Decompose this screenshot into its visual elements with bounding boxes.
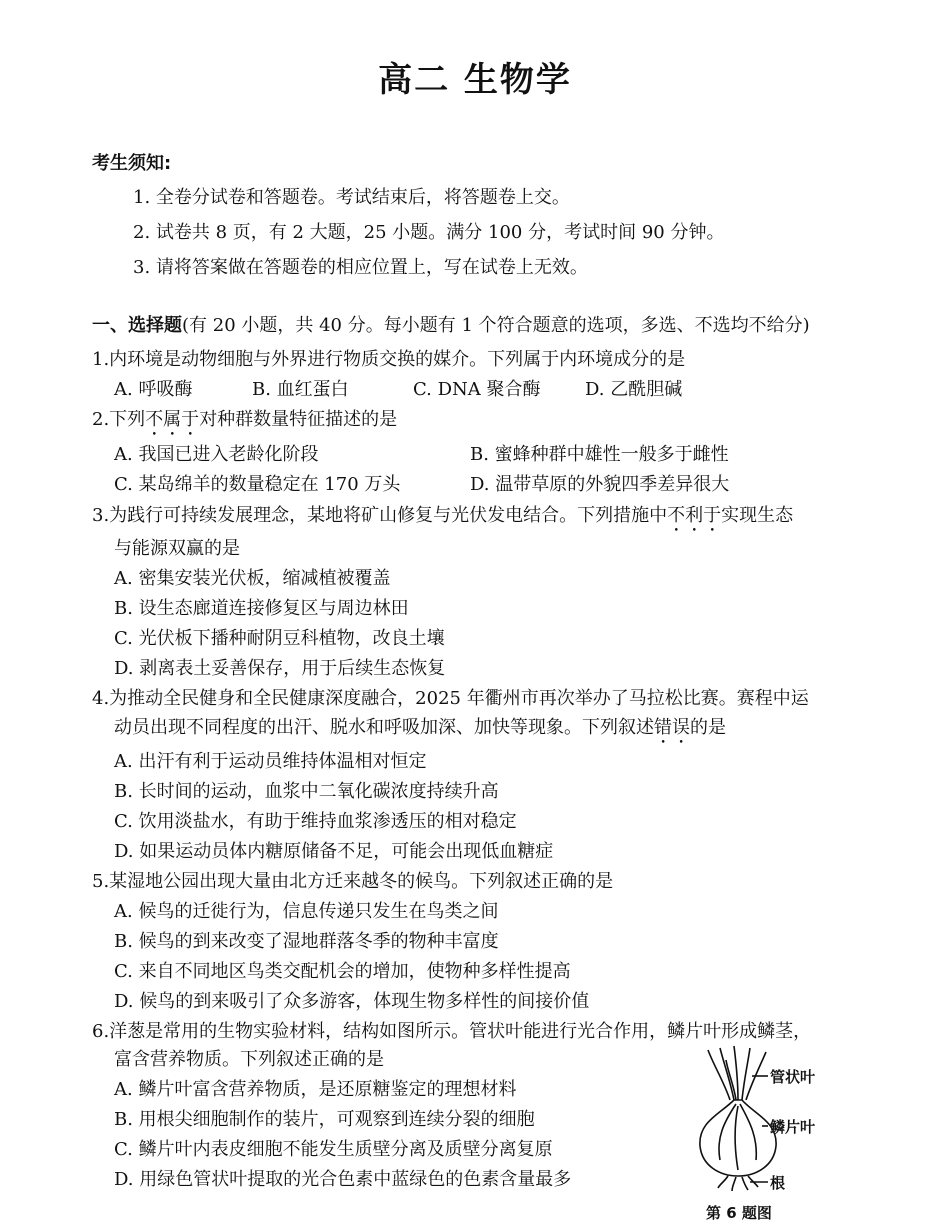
notice-item-3: 3. 请将答案做在答题卷的相应位置上，写在试卷上无效。 xyxy=(133,257,588,278)
page-title: 高二 生物学 xyxy=(378,60,572,100)
q3-stem-line2: 与能源双赢的是 xyxy=(114,538,240,559)
notice-item-1: 1. 全卷分试卷和答题卷。考试结束后，将答题卷上交。 xyxy=(133,187,570,208)
q2-stem-post: 对种群数量特征描述的是 xyxy=(199,409,398,430)
q4-stem-line1: 4.为推动全民健身和全民健康深度融合，2025 年衢州市再次举办了马拉松比赛。赛程中运 xyxy=(92,688,809,709)
q6-option-c: C. 鳞片叶内表皮细胞不能发生质壁分离及质壁分离复原 xyxy=(114,1139,553,1160)
q4-stem-pre: 动员出现不同程度的出汗、脱水和呼吸加深、加快等现象。下列叙述 xyxy=(114,717,654,738)
root-1 xyxy=(718,1176,728,1188)
figure-label-root: 根 xyxy=(770,1174,786,1192)
figure-label-tube-leaf: 管状叶 xyxy=(770,1068,816,1086)
q1-option-a: A. 呼吸酶 xyxy=(114,379,193,400)
figure-label-scale-leaf: 鳞片叶 xyxy=(770,1118,816,1136)
q3-option-c: C. 光伏板下播种耐阴豆科植物，改良土壤 xyxy=(114,628,445,649)
q1-option-c: C. DNA 聚合酶 xyxy=(413,379,541,400)
figure-caption: 第 6 题图 xyxy=(706,1204,772,1222)
q3-option-d: D. 剥离表土妥善保存，用于后续生态恢复 xyxy=(114,658,446,679)
q4-option-d: D. 如果运动员体内糖原储备不足，可能会出现低血糖症 xyxy=(114,841,554,862)
q2-stem-pre: 2.下列 xyxy=(92,409,146,430)
root-3 xyxy=(742,1177,748,1190)
bulb-scale-line-2 xyxy=(740,1104,756,1160)
q5-option-c: C. 来自不同地区鸟类交配机会的增加，使物种多样性提高 xyxy=(114,961,571,982)
q6-option-a: A. 鳞片叶富含营养物质，是还原糖鉴定的理想材料 xyxy=(114,1079,517,1100)
q4-stem-emphasis: 错误 xyxy=(654,717,690,738)
q3-option-a: A. 密集安装光伏板，缩减植被覆盖 xyxy=(114,568,391,589)
root-2 xyxy=(732,1177,736,1191)
q2-stem-emphasis: 不属于 xyxy=(145,409,200,430)
q4-option-b: B. 长时间的运动，血浆中二氧化碳浓度持续升高 xyxy=(114,781,499,802)
q1-option-d: D. 乙酰胆碱 xyxy=(585,379,683,400)
q5-option-a: A. 候鸟的迁徙行为，信息传递只发生在鸟类之间 xyxy=(114,901,499,922)
q6-stem-line2: 富含营养物质。下列叙述正确的是 xyxy=(114,1049,384,1070)
tube-leaf-1 xyxy=(708,1050,730,1100)
section-desc: (有 20 小题，共 40 分。每小题有 1 个符合题意的选项，多选、不选均不给分) xyxy=(182,315,810,336)
q3-stem-post: 实现生态 xyxy=(721,505,794,526)
q3-stem-pre: 3.为践行可持续发展理念，某地将矿山修复与光伏发电结合。下列措施中 xyxy=(92,505,668,526)
bulb-outline xyxy=(700,1100,776,1176)
q6-option-b: B. 用根尖细胞制作的装片，可观察到连续分裂的细胞 xyxy=(114,1109,535,1130)
notice-item-2: 2. 试卷共 8 页，有 2 大题，25 小题。满分 100 分，考试时间 90 分钟。 xyxy=(133,222,725,243)
q4-option-a: A. 出汗有利于运动员维持体温相对恒定 xyxy=(114,751,427,772)
q6-figure xyxy=(690,1042,860,1202)
q4-stem-post: 的是 xyxy=(690,717,726,738)
q3-stem-emphasis: 不利于 xyxy=(667,505,722,526)
q2-option-c: C. 某岛绵羊的数量稳定在 170 万头 xyxy=(114,474,401,495)
q3-option-b: B. 设生态廊道连接修复区与周边林田 xyxy=(114,598,409,619)
q2-stem xyxy=(92,408,397,440)
section-label: 一、选择题 xyxy=(92,315,182,336)
q1-option-b: B. 血红蛋白 xyxy=(252,379,349,400)
section-header xyxy=(92,314,810,338)
q5-option-b: B. 候鸟的到来改变了湿地群落冬季的物种丰富度 xyxy=(114,931,499,952)
q3-stem-line1 xyxy=(92,504,793,536)
q5-stem: 5.某湿地公园出现大量由北方迁来越冬的候鸟。下列叙述正确的是 xyxy=(92,871,614,892)
q2-option-a: A. 我国已进入老龄化阶段 xyxy=(114,444,319,465)
bulb-scale-line-3 xyxy=(735,1106,738,1170)
q1-stem: 1.内环境是动物细胞与外界进行物质交换的媒介。下列属于内环境成分的是 xyxy=(92,349,686,370)
q2-option-b: B. 蜜蜂种群中雄性一般多于雌性 xyxy=(470,444,729,465)
q5-option-d: D. 候鸟的到来吸引了众多游客，体现生物多样性的间接价值 xyxy=(114,991,590,1012)
bulb-scale-line-1 xyxy=(719,1104,736,1160)
q6-stem-line1: 6.洋葱是常用的生物实验材料，结构如图所示。管状叶能进行光合作用，鳞片叶形成鳞茎， xyxy=(92,1021,812,1042)
q2-option-d: D. 温带草原的外貌四季差异很大 xyxy=(470,474,730,495)
q4-stem-line2 xyxy=(114,716,726,748)
notice-heading: 考生须知: xyxy=(92,153,172,174)
q6-option-d: D. 用绿色管状叶提取的光合色素中蓝绿色的色素含量最多 xyxy=(114,1169,572,1190)
q4-option-c: C. 饮用淡盐水，有助于维持血浆渗透压的相对稳定 xyxy=(114,811,517,832)
